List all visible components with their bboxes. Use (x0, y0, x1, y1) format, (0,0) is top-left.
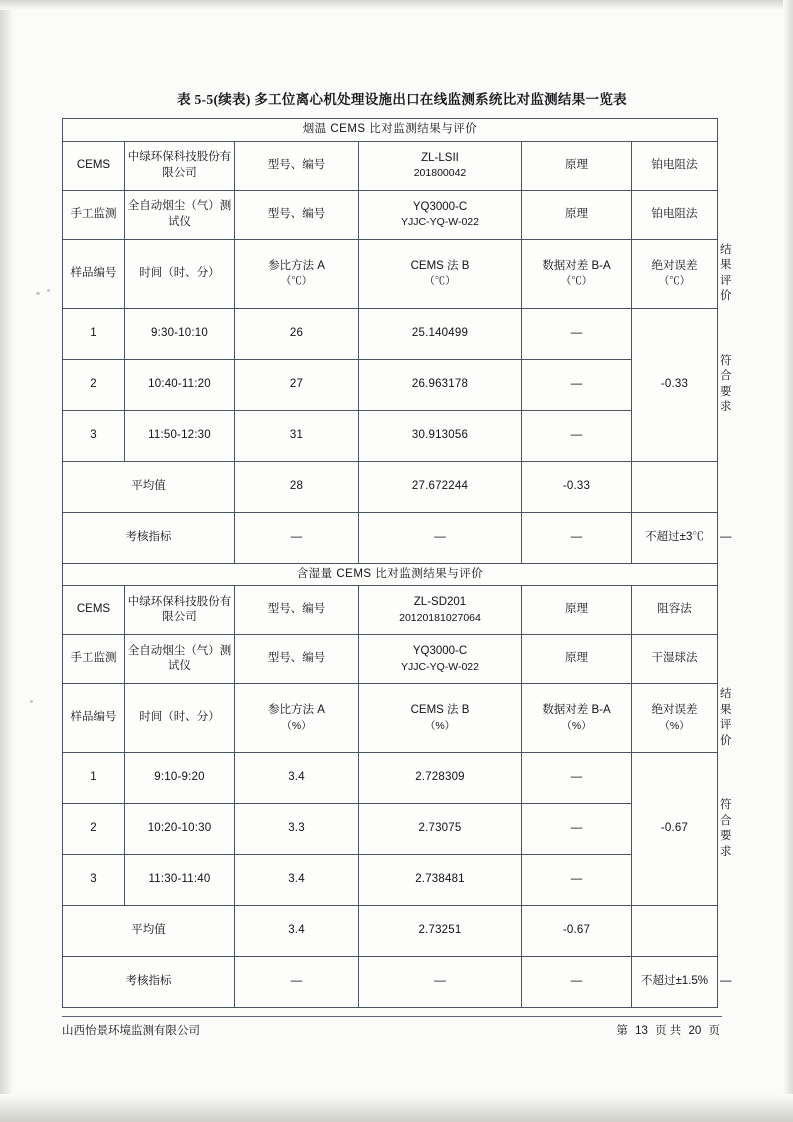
section2-col-time: 时间（时、分） (125, 684, 235, 753)
section2-col-diff-label: 数据对差 B-A (542, 704, 611, 717)
table-row (63, 804, 718, 855)
section2-col-abs-error-label: 绝对误差 (651, 704, 698, 717)
section2-criteria-row: 考核指标 — — — 不超过±1.5% — (63, 957, 718, 1008)
section1-row3-ref: 31 (235, 410, 359, 461)
section1-criteria-cems: — (359, 512, 522, 563)
section2-average-blank-abs (632, 906, 718, 957)
section2-cems-model-name: ZL-SD201 (413, 596, 467, 609)
section2-col-abs-error-unit: （%） (659, 719, 690, 732)
section1-average-blank-abs (632, 461, 718, 512)
section2-average-label: 平均值 (63, 906, 235, 957)
section2-cems-principle-value: 阻容法 (632, 586, 718, 635)
section2-row3-no: 3 (63, 855, 125, 906)
scan-edge-top (0, 0, 793, 10)
section2-column-header-row: 样品编号 时间（时、分） 参比方法 A （%） CEMS 法 B （%） 数据对差 B-A （%） 绝对误差 （%） 结果评价 (63, 684, 718, 753)
scan-speck (36, 292, 40, 295)
section2-col-ref-method-label: 参比方法 A (268, 704, 325, 717)
section2-manual-label: 手工监测 (63, 635, 125, 684)
section1-col-diff-unit: （℃） (560, 275, 593, 288)
section1-average-cems: 27.672244 (359, 461, 522, 512)
section2-criteria-label: 考核指标 (63, 957, 235, 1008)
section2-average-cems: 2.73251 (359, 906, 522, 957)
page-title: 表 5-5(续表) 多工位离心机处理设施出口在线监测系统比对监测结果一览表 (177, 92, 627, 107)
section2-cems-principle-label: 原理 (522, 586, 632, 635)
section1-col-cems-unit: （℃） (424, 275, 456, 288)
section1-cems-label: CEMS (63, 141, 125, 190)
section1-manual-model-label: 型号、编号 (235, 190, 359, 239)
section1-manual-label: 手工监测 (63, 190, 125, 239)
footer-pagination (614, 1022, 722, 1038)
section2-manual-principle-value: 干湿球法 (632, 635, 718, 684)
section1-cems-model-serial: 201800042 (413, 167, 467, 180)
section2-row2-cems: 2.73075 (359, 804, 522, 855)
section1-criteria-limit: 不超过±3℃ (632, 512, 718, 563)
section1-criteria-diff: — (522, 512, 632, 563)
section2-row1-no: 1 (63, 753, 125, 804)
section1-average-ref: 28 (235, 461, 359, 512)
section2-cems-model-value (359, 586, 522, 635)
section1-col-abs-error (632, 239, 718, 308)
section2-cems-label: CEMS (63, 586, 125, 635)
section2-col-cems-unit: （%） (424, 719, 456, 732)
footer-page-number: 13 (635, 1025, 648, 1037)
table-row: 1 9:30-10:10 26 25.140499 — -0.33 符合要求 (63, 308, 718, 359)
section1-manual-device: 全自动烟尘（气）测试仪 (125, 190, 235, 239)
section1-col-time: 时间（时、分） (125, 239, 235, 308)
section2-row1-ref: 3.4 (235, 753, 359, 804)
table-row (63, 855, 718, 906)
footer-page-prefix: 第 (616, 1025, 628, 1037)
section2-average-ref: 3.4 (235, 906, 359, 957)
section2-row3-cems: 2.738481 (359, 855, 522, 906)
section2-average-row (63, 906, 718, 957)
section1-col-cems-method-label: CEMS 法 B (410, 259, 470, 272)
section1-average-row (63, 461, 718, 512)
section1-row2-cems: 26.963178 (359, 359, 522, 410)
section2-cems-company: 中绿环保科技股份有限公司 (125, 586, 235, 635)
section2-manual-row (63, 635, 718, 684)
section2-manual-principle-label: 原理 (522, 635, 632, 684)
section1-row3-cems: 30.913056 (359, 410, 522, 461)
section2-manual-model-label: 型号、编号 (235, 635, 359, 684)
section1-cems-company: 中绿环保科技股份有限公司 (125, 141, 235, 190)
page-footer (62, 1016, 722, 1038)
section2-row2-no: 2 (63, 804, 125, 855)
section1-col-abs-error-label: 绝对误差 (651, 259, 698, 272)
section1-row3-time: 11:50-12:30 (125, 410, 235, 461)
section2-cems-row (63, 586, 718, 635)
section1-row2-time: 10:40-11:20 (125, 359, 235, 410)
section2-criteria-diff: — (522, 957, 632, 1008)
footer-page-suffix: 页 (708, 1025, 720, 1037)
section1-row2-diff: — (522, 359, 632, 410)
scan-speck (30, 700, 33, 703)
section1-row3-diff: — (522, 410, 632, 461)
scan-speck (47, 289, 50, 292)
table-row (63, 359, 718, 410)
section1-cems-model-value (359, 141, 522, 190)
section1-cems-model-label: 型号、编号 (235, 141, 359, 190)
section2-col-diff (522, 684, 632, 753)
section1-row1-no: 1 (63, 308, 125, 359)
section2-row2-diff: — (522, 804, 632, 855)
section1-column-header-row: 样品编号 时间（时、分） 参比方法 A （℃） CEMS 法 B （℃） 数据对差 B-A （℃） 绝对误差 （℃） 结果评价 (63, 239, 718, 308)
section2-manual-model-value (359, 635, 522, 684)
section1-cems-model-name: ZL-LSII (421, 151, 459, 164)
section1-row2-ref: 27 (235, 359, 359, 410)
section2-heading-row (63, 563, 718, 586)
section2-abs-error-value: -0.67 (632, 753, 718, 906)
section1-col-diff (522, 239, 632, 308)
table-row (63, 410, 718, 461)
section2-criteria-limit: 不超过±1.5% (632, 957, 718, 1008)
section1-row1-ref: 26 (235, 308, 359, 359)
section1-row2-no: 2 (63, 359, 125, 410)
section2-manual-model-serial: YJJC-YQ-W-022 (401, 660, 479, 673)
section2-row3-time: 11:30-11:40 (125, 855, 235, 906)
section2-row2-ref: 3.3 (235, 804, 359, 855)
section1-average-label: 平均值 (63, 461, 235, 512)
section2-manual-model-name: YQ3000-C (412, 645, 468, 658)
section2-heading: 含湿量 CEMS 比对监测结果与评价 (63, 563, 718, 586)
section1-manual-model-name: YQ3000-C (412, 200, 468, 213)
section1-heading: 烟温 CEMS 比对监测结果与评价 (63, 119, 718, 142)
section2-cems-model-label: 型号、编号 (235, 586, 359, 635)
section1-heading-row (63, 119, 718, 142)
section2-col-ref-method (235, 684, 359, 753)
section2-row1-time: 9:10-9:20 (125, 753, 235, 804)
section2-row1-cems: 2.728309 (359, 753, 522, 804)
section1-col-ref-method (235, 239, 359, 308)
section1-col-cems-method (359, 239, 522, 308)
footer-total-pages: 20 (688, 1025, 702, 1037)
section1-cems-principle-value: 铂电阻法 (632, 141, 718, 190)
section1-abs-error-value: -0.33 (632, 308, 718, 461)
section2-cems-model-serial: 20120181027064 (399, 611, 481, 624)
section1-row1-cems: 25.140499 (359, 308, 522, 359)
section1-manual-model-value (359, 190, 522, 239)
section1-col-sample-no: 样品编号 (63, 239, 125, 308)
section2-average-diff: -0.67 (522, 906, 632, 957)
section1-cems-principle-label: 原理 (522, 141, 632, 190)
section2-col-cems-method (359, 684, 522, 753)
section2-col-abs-error (632, 684, 718, 753)
section1-criteria-ref: — (235, 512, 359, 563)
section1-criteria-label: 考核指标 (63, 512, 235, 563)
section1-col-abs-error-unit: （℃） (658, 275, 691, 288)
section1-manual-model-serial: YJJC-YQ-W-022 (401, 216, 479, 229)
section1-row1-diff: — (522, 308, 632, 359)
section2-row2-time: 10:20-10:30 (125, 804, 235, 855)
section1-col-ref-unit: （℃） (280, 275, 313, 288)
section2-col-cems-method-label: CEMS 法 B (410, 704, 470, 717)
comparison-results-table (62, 118, 732, 1008)
section2-row3-ref: 3.4 (235, 855, 359, 906)
section2-col-diff-unit: （%） (561, 719, 592, 732)
section1-manual-row (63, 190, 718, 239)
table-row: 1 9:10-9:20 3.4 2.728309 — -0.67 符合要求 (63, 753, 718, 804)
section2-row1-diff: — (522, 753, 632, 804)
section1-criteria-row: 考核指标 — — — 不超过±3℃ — (63, 512, 718, 563)
section1-manual-principle-label: 原理 (522, 190, 632, 239)
section1-average-diff: -0.33 (522, 461, 632, 512)
section2-row3-diff: — (522, 855, 632, 906)
section2-criteria-ref: — (235, 957, 359, 1008)
scan-edge-right (783, 0, 793, 1122)
section2-col-sample-no: 样品编号 (63, 684, 125, 753)
section2-criteria-cems: — (359, 957, 522, 1008)
document-body (62, 88, 732, 1008)
section1-cems-row (63, 141, 718, 190)
section1-manual-principle-value: 铂电阻法 (632, 190, 718, 239)
section2-col-ref-unit: （%） (281, 719, 312, 732)
section1-col-ref-method-label: 参比方法 A (268, 259, 325, 272)
scan-edge-bottom (0, 1094, 793, 1122)
footer-page-mid: 页 共 (655, 1025, 682, 1037)
section1-row3-no: 3 (63, 410, 125, 461)
section1-row1-time: 9:30-10:10 (125, 308, 235, 359)
section2-manual-device: 全自动烟尘（气）测试仪 (125, 635, 235, 684)
section1-col-diff-label: 数据对差 B-A (542, 259, 611, 272)
footer-company: 山西怡景环境监测有限公司 (62, 1025, 200, 1037)
scan-edge-left (0, 0, 14, 1122)
